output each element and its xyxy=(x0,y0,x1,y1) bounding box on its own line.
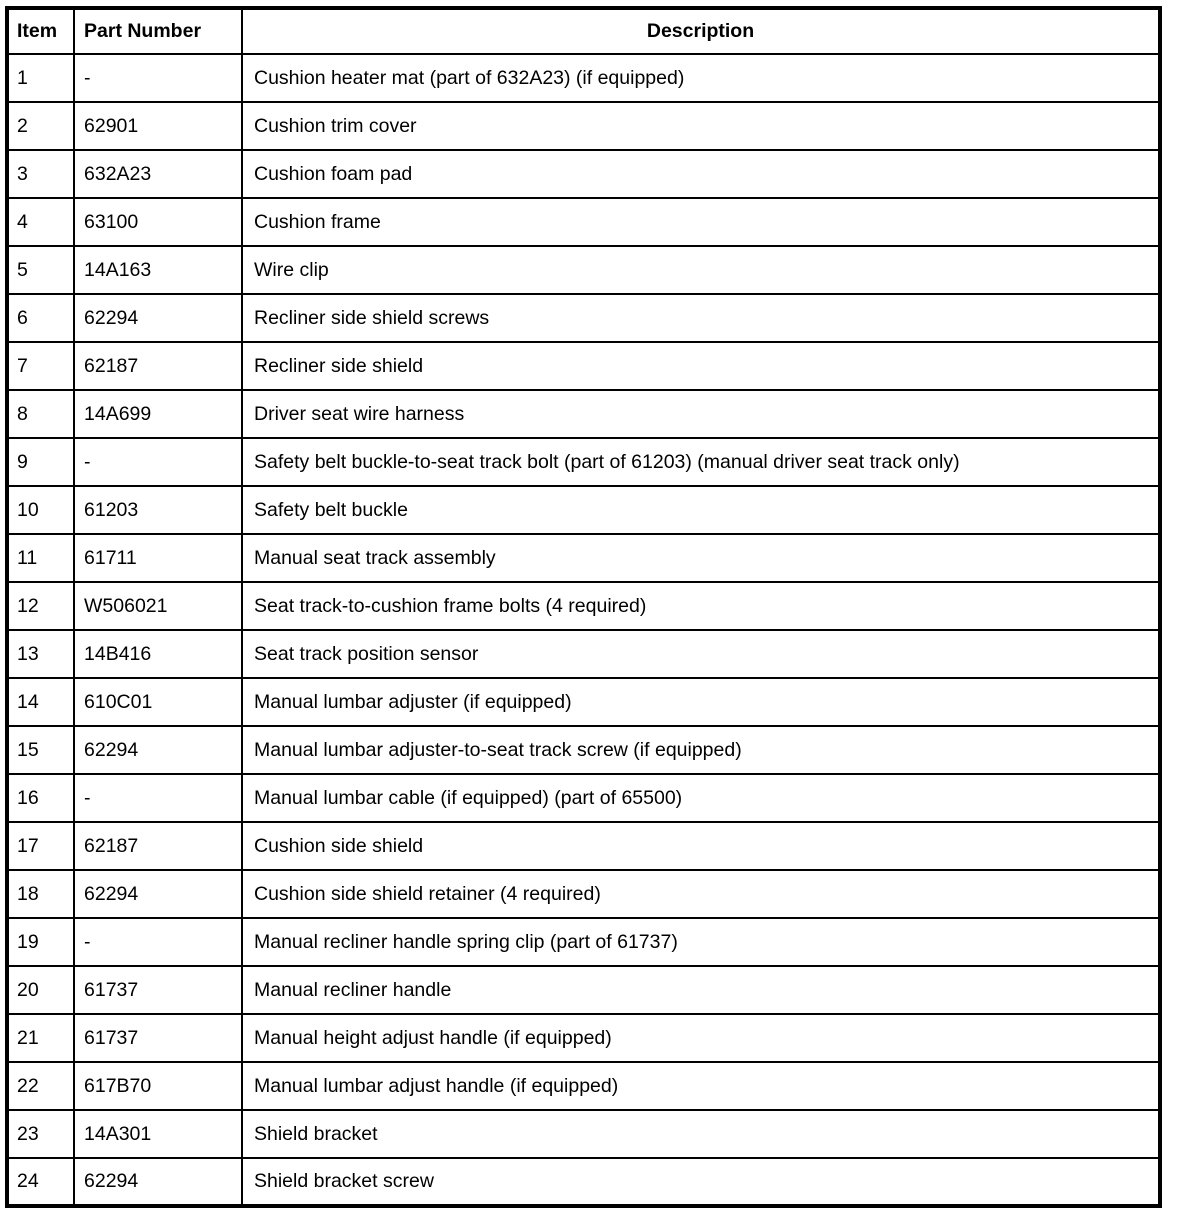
table-row xyxy=(7,534,1160,582)
part-number-cell: 63100 xyxy=(74,198,242,246)
description-cell: Safety belt buckle xyxy=(242,486,1160,534)
part-number-cell: 62294 xyxy=(74,1158,242,1206)
table-row xyxy=(7,54,1160,102)
part-number-cell: 62294 xyxy=(74,726,242,774)
description-cell: Driver seat wire harness xyxy=(242,390,1160,438)
item-cell: 1 xyxy=(7,54,74,102)
table-row xyxy=(7,390,1160,438)
part-number-cell: 61711 xyxy=(74,534,242,582)
part-number-cell: 14A301 xyxy=(74,1110,242,1158)
column-header-item: Item xyxy=(7,8,74,54)
part-number-cell: 14A699 xyxy=(74,390,242,438)
description-cell: Cushion trim cover xyxy=(242,102,1160,150)
item-cell: 13 xyxy=(7,630,74,678)
table-row xyxy=(7,486,1160,534)
table-row xyxy=(7,630,1160,678)
item-cell: 2 xyxy=(7,102,74,150)
item-cell: 7 xyxy=(7,342,74,390)
item-cell: 17 xyxy=(7,822,74,870)
item-cell: 16 xyxy=(7,774,74,822)
part-number-cell: - xyxy=(74,774,242,822)
item-cell: 5 xyxy=(7,246,74,294)
item-cell: 15 xyxy=(7,726,74,774)
part-number-cell: 617B70 xyxy=(74,1062,242,1110)
description-cell: Manual lumbar adjust handle (if equipped) xyxy=(242,1062,1160,1110)
header-row xyxy=(7,8,1160,54)
description-cell: Seat track position sensor xyxy=(242,630,1160,678)
part-number-cell: 62901 xyxy=(74,102,242,150)
table-row xyxy=(7,582,1160,630)
table-row xyxy=(7,1158,1160,1206)
table-row xyxy=(7,966,1160,1014)
item-cell: 14 xyxy=(7,678,74,726)
description-cell: Shield bracket screw xyxy=(242,1158,1160,1206)
description-cell: Seat track-to-cushion frame bolts (4 required) xyxy=(242,582,1160,630)
item-cell: 3 xyxy=(7,150,74,198)
description-cell: Manual recliner handle spring clip (part of 61737) xyxy=(242,918,1160,966)
part-number-cell: W506021 xyxy=(74,582,242,630)
description-cell: Cushion side shield xyxy=(242,822,1160,870)
table-row xyxy=(7,1014,1160,1062)
column-header-description: Description xyxy=(242,8,1160,54)
item-cell: 24 xyxy=(7,1158,74,1206)
description-cell: Wire clip xyxy=(242,246,1160,294)
table-row xyxy=(7,246,1160,294)
item-cell: 4 xyxy=(7,198,74,246)
table-row xyxy=(7,294,1160,342)
description-cell: Manual lumbar adjuster-to-seat track screw (if equipped) xyxy=(242,726,1160,774)
item-cell: 10 xyxy=(7,486,74,534)
part-number-cell: 61737 xyxy=(74,1014,242,1062)
parts-table xyxy=(5,6,1162,1208)
table-row xyxy=(7,822,1160,870)
table-row xyxy=(7,774,1160,822)
table-row xyxy=(7,726,1160,774)
part-number-cell: 62294 xyxy=(74,870,242,918)
part-number-cell: 61203 xyxy=(74,486,242,534)
description-cell: Cushion heater mat (part of 632A23) (if equipped) xyxy=(242,54,1160,102)
description-cell: Manual recliner handle xyxy=(242,966,1160,1014)
description-cell: Manual height adjust handle (if equipped) xyxy=(242,1014,1160,1062)
table-row xyxy=(7,678,1160,726)
item-cell: 9 xyxy=(7,438,74,486)
table-row xyxy=(7,1110,1160,1158)
part-number-cell: - xyxy=(74,54,242,102)
description-cell: Manual seat track assembly xyxy=(242,534,1160,582)
description-cell: Recliner side shield xyxy=(242,342,1160,390)
table-row xyxy=(7,438,1160,486)
part-number-cell: 14A163 xyxy=(74,246,242,294)
item-cell: 11 xyxy=(7,534,74,582)
description-cell: Safety belt buckle-to-seat track bolt (part of 61203) (manual driver seat track only) xyxy=(242,438,1160,486)
table-row xyxy=(7,198,1160,246)
table-row xyxy=(7,150,1160,198)
table-row xyxy=(7,1062,1160,1110)
item-cell: 8 xyxy=(7,390,74,438)
item-cell: 23 xyxy=(7,1110,74,1158)
description-cell: Shield bracket xyxy=(242,1110,1160,1158)
part-number-cell: - xyxy=(74,918,242,966)
part-number-cell: 61737 xyxy=(74,966,242,1014)
description-cell: Manual lumbar adjuster (if equipped) xyxy=(242,678,1160,726)
parts-table-header xyxy=(7,8,1160,54)
item-cell: 12 xyxy=(7,582,74,630)
column-header-part-number: Part Number xyxy=(74,8,242,54)
item-cell: 21 xyxy=(7,1014,74,1062)
part-number-cell: 62294 xyxy=(74,294,242,342)
parts-table-body xyxy=(7,54,1160,1206)
table-row xyxy=(7,918,1160,966)
description-cell: Manual lumbar cable (if equipped) (part of 65500) xyxy=(242,774,1160,822)
item-cell: 6 xyxy=(7,294,74,342)
table-row xyxy=(7,102,1160,150)
description-cell: Cushion frame xyxy=(242,198,1160,246)
table-row xyxy=(7,342,1160,390)
part-number-cell: 632A23 xyxy=(74,150,242,198)
item-cell: 22 xyxy=(7,1062,74,1110)
item-cell: 18 xyxy=(7,870,74,918)
part-number-cell: - xyxy=(74,438,242,486)
part-number-cell: 62187 xyxy=(74,342,242,390)
part-number-cell: 62187 xyxy=(74,822,242,870)
description-cell: Recliner side shield screws xyxy=(242,294,1160,342)
part-number-cell: 14B416 xyxy=(74,630,242,678)
part-number-cell: 610C01 xyxy=(74,678,242,726)
description-cell: Cushion side shield retainer (4 required) xyxy=(242,870,1160,918)
item-cell: 20 xyxy=(7,966,74,1014)
item-cell: 19 xyxy=(7,918,74,966)
description-cell: Cushion foam pad xyxy=(242,150,1160,198)
table-row xyxy=(7,870,1160,918)
